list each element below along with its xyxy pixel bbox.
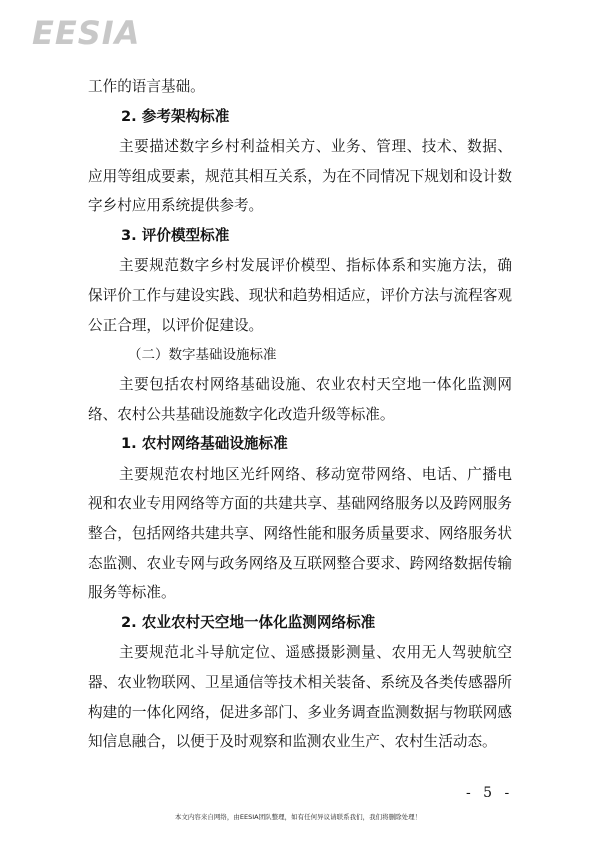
- paragraph-rural-network: 主要规范农村地区光纤网络、移动宽带网络、电话、广播电视和农业专用网络等方面的共建共享、基础网络服务以及跨网服务整合，包括网络共建共享、网络性能和服务质量要求、网络服务状态监测、农业专网与政务网络及互联网整合要求、跨网络数据传输服务等标准。: [88, 465, 512, 602]
- eesia-logo: EESIA: [32, 14, 141, 52]
- paragraph-monitoring-network: 主要规范北斗导航定位、遥感摄影测量、农用无人驾驶航空器、农业物联网、卫星通信等技术相关装备、系统及各类传感器所构建的一体化网络，促进多部门、多业务调查监测数据与物联网感知信息融合，以便于及时观察和监测农业生产、农村生活动态。: [88, 644, 512, 751]
- page-number: - 5 -: [466, 785, 514, 801]
- heading-monitoring-network: 2. 农业农村天空地一体化监测网络标准: [121, 613, 376, 631]
- paragraph-evaluation-model: 主要规范数字乡村发展评价模型、指标体系和实施方法，确保评价工作与建设实践、现状和趋势相适应，评价方法与流程客观公正合理，以评价促建设。: [88, 257, 512, 334]
- footer-disclaimer: 本文内容来自网络，由EESIA团队整理，如有任何异议请联系我们，我们将删除处理！: [174, 813, 422, 821]
- heading-evaluation-model: 3. 评价模型标准: [121, 226, 230, 244]
- paragraph-intro-tail: 工作的语言基础。: [88, 78, 205, 95]
- heading-rural-network: 1. 农村网络基础设施标准: [121, 435, 288, 453]
- paragraph-reference-architecture: 主要描述数字乡村利益相关方、业务、管理、技术、数据、应用等组成要素，规范其相互关系，为在不同情况下规划和设计数字乡村应用系统提供参考。: [88, 138, 512, 215]
- heading-reference-architecture: 2. 参考架构标准: [121, 107, 230, 125]
- document-body: [88, 72, 512, 757]
- section-title-digital-infrastructure: （二）数字基础设施标准: [128, 347, 277, 364]
- paragraph-digital-infrastructure: 主要包括农村网络基础设施、农业农村天空地一体化监测网络、农村公共基础设施数字化改造升级等标准。: [88, 376, 512, 423]
